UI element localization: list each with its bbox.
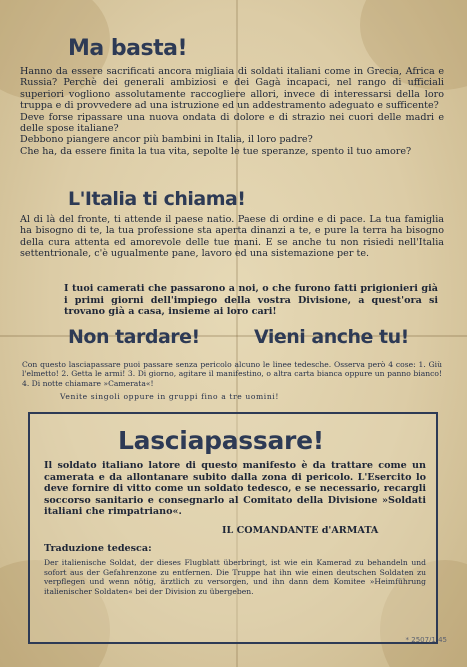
instructions-last-line: Venite singoli oppure in gruppi fino a tre uomini! [60,392,279,401]
paragraph-intro-line: Deve forse ripassare una nuova ondata di dolore e di strazio nei cuori delle madri e delle spose italiane? [20,111,444,135]
paragraph-intro-line: Che ha, da essere finita la tua vita, sepolte le tue speranze, spento il tuo amore? [20,145,412,157]
heading-ma-basta: Ma basta! [68,36,187,61]
instructions-text: Con questo lasciapassare puoi passare senza pericolo alcuno le linee tedesche. Osserva però 4 cose: 1. Giù l'elmetto! 2. Getta le armi! 3. Di giorno, agitare il manifestino, o altra carta bianca oppure un panno bianco! 4. Di notte chiamare »Camerata«! [22,360,442,388]
slogan-vieni-anche-tu: Vieni anche tu! [254,326,409,348]
paragraph-homeland: Al di là del fronte, ti attende il paese natio. Paese di ordine e di pace. La tua famiglia ha bisogno di te, la tua professione sta aperta dinanzi a te, e pure la terra ha bisogno della cura attenta ed amorevole delle tue mani. E se anche tu non risiedi nell'Italia settentrionale, c'è ugualmente pane, lavoro ed una sistemazione per te. [20,214,444,260]
heading-italia-ti-chiama: L'Italia ti chiama! [68,188,246,210]
safe-conduct-body: Il soldato italiano latore di questo manifesto è da trattare come un camerata e da allontanare subito dalla zona di pericolo. L'Esercito lo deve fornire di vitto come un soldato tedesco, e se necessario, recargli soccorso sanitario e consegnarlo al Comitato della Divisione »Soldati italiani che rimpatriano«. [44,460,426,518]
slogan-non-tardare: Non tardare! [68,326,200,348]
paragraph-intro [20,66,444,157]
translation-text: Der italienische Soldat, der dieses Flugblatt überbringt, ist wie ein Kamerad zu behandeln und sofort aus der Gefahrenzone zu entfernen. Die Truppe hat ihn wie einen deutschen Soldaten zu verpflegen und wenn nötig, ärztlich zu versorgen, und ihn dann dem Komitee »Heimführung italienischer Soldaten« bei der Division zu übergeben. [44,558,426,596]
serial-number: * 2507/1 45 [405,636,447,644]
commander-signature: IL COMANDANTE d'ARMATA [222,525,379,536]
paragraph-intro-line: Hanno da essere sacrificati ancora migliaia di soldati italiani come in Grecia, Africa e Russia? Perchè dei generali ambiziosi e dei Gagà incapaci, nel rango di ufficiali superiori vogliono assolutamente raccogliere allori, invece di interessarsi della loro truppa e di provvedere ad una istruzione ed un addestramento adeguato e sufficente? [20,66,444,112]
translation-heading: Traduzione tedesca: [44,543,152,554]
paragraph-intro-line: Debbono piangere ancor più bambini in Italia, il loro padre? [20,134,313,146]
safe-conduct-title: Lasciapassare! [118,426,324,455]
paragraph-comrades: I tuoi camerati che passarono a noi, o che furono fatti prigionieri già i primi giorni dell'impiego della vostra Divisione, a quest'ora si trovano già a casa, insieme ai loro cari! [64,283,438,318]
